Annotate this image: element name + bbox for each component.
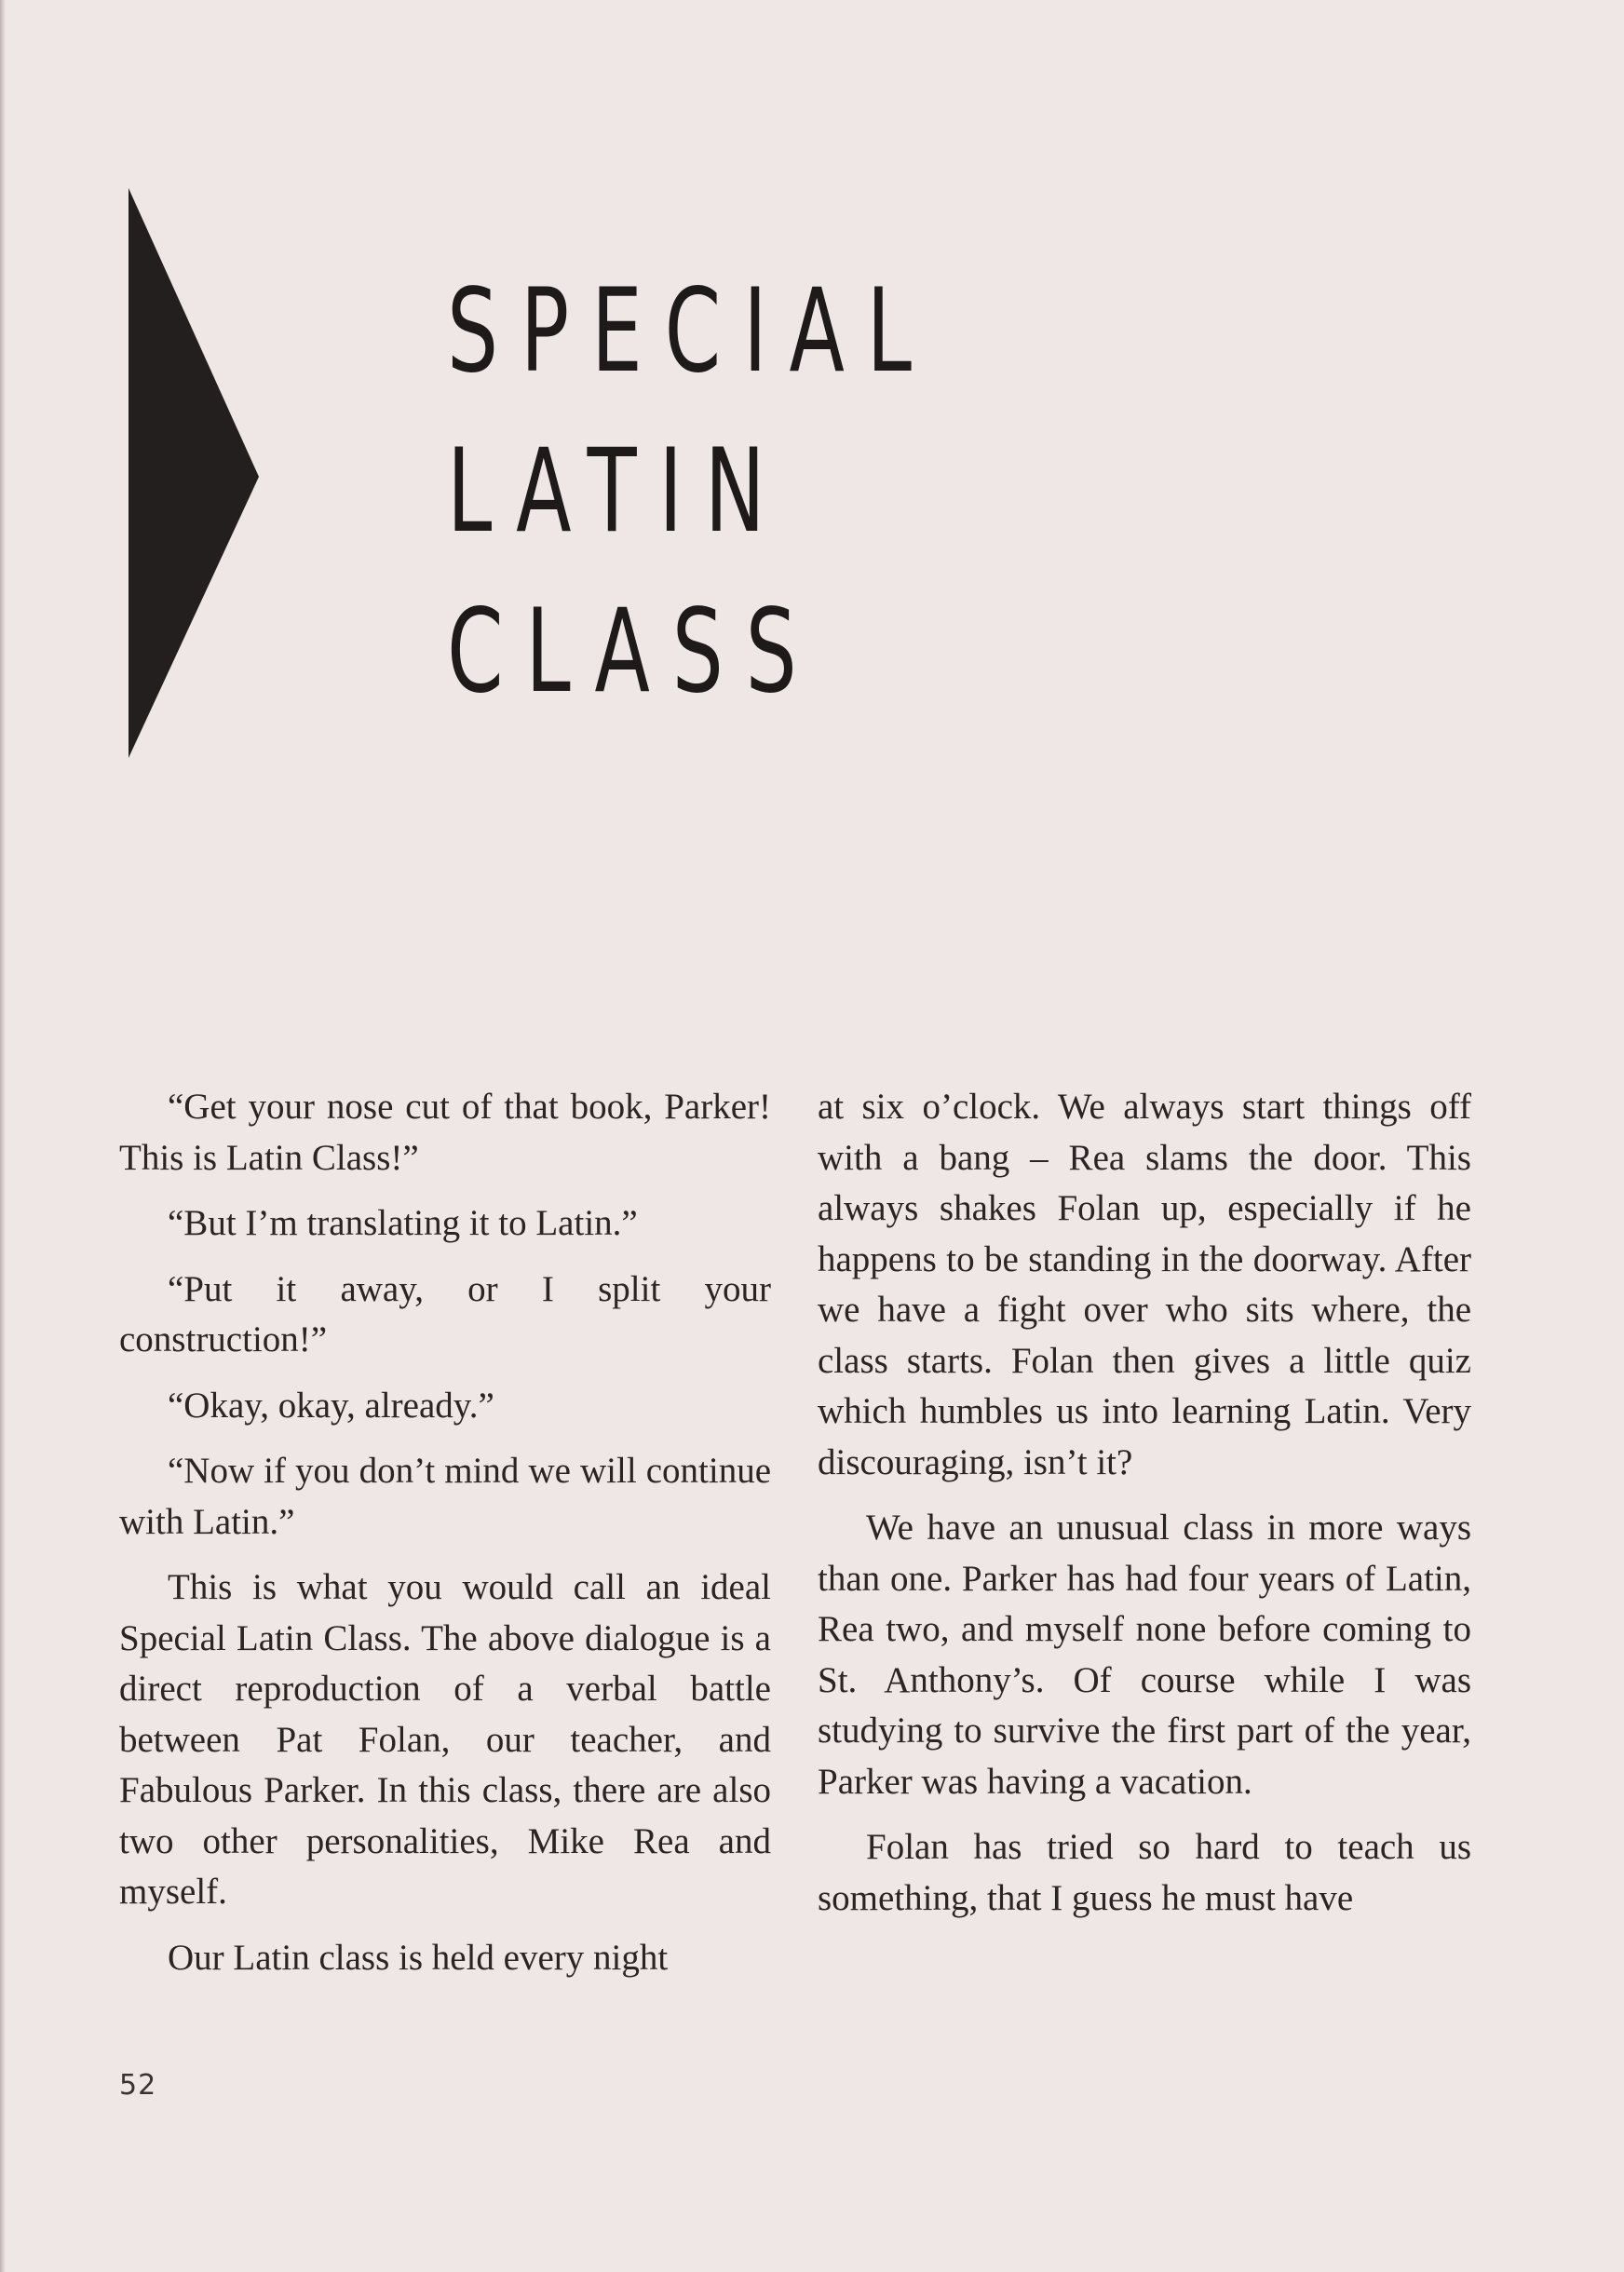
left-column (119, 1082, 771, 1998)
title-line-special: SPECIAL (447, 264, 934, 399)
paragraph: We have an unusual class in more ways than one. Parker has had four years of Latin, Rea two, and myself none before coming to St. Anthony’s. Of course while I was studying to survive the first part of the year, Parker was having a vacation. (818, 1508, 1471, 1802)
paragraph: “Okay, okay, already.” (168, 1385, 494, 1426)
paragraph: “Get your nose cut of that book, Parker! This is Latin Class!” (119, 1087, 771, 1178)
paragraph: Our Latin class is held every night (168, 1937, 669, 1978)
triangle-arrow-icon (129, 188, 259, 758)
page-edge (0, 0, 6, 2272)
paragraph: “Put it away, or I split your construction!” (119, 1268, 771, 1359)
paragraph: at six o’clock. We always start things off with a bang – Rea slams the door. This always shakes Folan up, especially if he happens to be standing in the doorway. After we have a fight over who sits where, the class starts. Folan then gives a little quiz which humbles us into learning Latin. Very discouraging, isn’t it? (818, 1087, 1471, 1482)
paragraph: This is what you would call an ideal Special Latin Class. The above dialogue is a direct reproduction of a verbal battle between Pat Folan, our teacher, and Fabulous Parker. In this class, there are also two other personalities, Mike Rea and myself. (119, 1567, 771, 1912)
paragraph: Folan has tried so hard to teach us something, that I guess he must have (818, 1827, 1471, 1918)
title-line-class: CLASS (447, 585, 819, 719)
title-line-latin: LATIN (447, 425, 788, 559)
page-number: 52 (119, 2069, 157, 2102)
right-column (818, 1082, 1471, 1939)
paragraph: “Now if you don’t mind we will continue with Latin.” (119, 1451, 771, 1542)
page-title (447, 251, 934, 732)
paragraph: “But I’m translating it to Latin.” (168, 1203, 638, 1243)
